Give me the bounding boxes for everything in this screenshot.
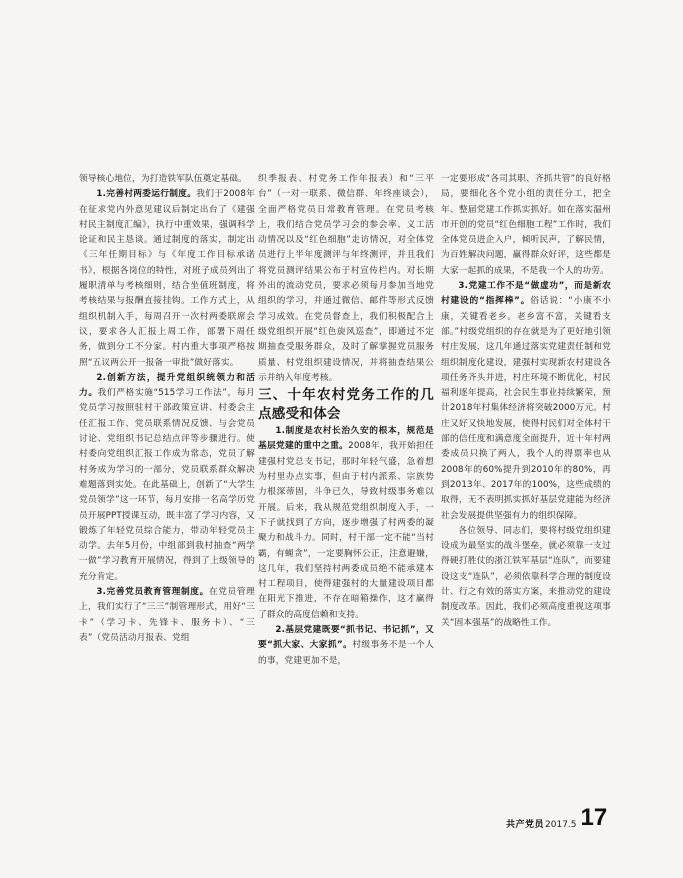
paragraph-text: 在党员管理上，我们实行了“三三”制管理形式，用好“三卡”（学习卡、先锋卡、服务卡）、“三表”（党员活动月报表、党组 [79, 587, 255, 643]
column-2 [258, 172, 434, 669]
section-title: 三、十年农村党务工作的几点感受和体会 [258, 387, 434, 423]
paragraph [441, 172, 611, 279]
paragraph [441, 279, 611, 524]
page-footer [506, 800, 626, 830]
paragraph [79, 585, 255, 646]
paragraph-heading: 2.创新方法，提升党组织统领力和活力。 [79, 372, 255, 399]
paragraph [258, 424, 434, 623]
column-1 [79, 172, 255, 646]
page-number: 17 [580, 804, 608, 831]
paragraph [79, 371, 255, 585]
paragraph [258, 623, 434, 669]
paragraph-heading: 3.党建工作不是“做虚功”，而是新农村建设的“指挥棒”。 [441, 281, 611, 307]
magazine-name: 共产党员 [506, 820, 545, 830]
paragraph-heading: 3.完善党员教育管理制度。 [96, 587, 209, 598]
column-3 [441, 172, 611, 631]
paragraph-text: 一定要形成“各司其职、齐抓共管”的良好格局，要细化各个党小组的责任分工，把全年、整届党建工作抓实抓好。如在落实温州市开创的党员“红色细胞工程”工作时，我们全体党员进企入户，倾听民声，了解民情，为百姓解决问题，赢得群众好评，这些都是大家一起抓的成果，不是我一个人的功劳。 [441, 174, 611, 276]
paragraph [441, 524, 611, 631]
paragraph-heading: 1.完善村两委运行制度。 [96, 189, 197, 200]
issue-date: 2017.5 [545, 820, 577, 830]
paragraph-heading: 1.制度是农村长治久安的根本，规范是基层党建的重中之重。 [258, 426, 434, 452]
paragraph [79, 187, 255, 371]
paragraph-text: 俗话说：“小康不小康，关键看老乡。老乡富不富，关键看支部。”村级党组织的存在就是为了更好地引领村庄发展，这几年通过落实党建责任制和党组织制度化建设，建强村实现新农村建设各项任务齐头并进，村庄环境不断优化，村民福利逐年提高，社会民生事业持续繁荣，预计2018年村集体经济将突破2000万元。村庄又好又快地发展，使得村民们对全体村干部的信任度和满意度全面提升，近十年村两委成员只换了两人，我个人的得票率也从2008年的60%提升到2010年的80%，再到2013年、2017年的100%，这些成绩的取得，无不表明抓实抓好基层党建能为经济社会发展提供坚强有力的组织保障。 [441, 296, 611, 521]
paragraph-text: 领导核心地位，为打造铁军队伍奠定基础。 [79, 174, 247, 184]
paragraph-heading: 2.基层党建既要“抓书记、书记抓”，又要“抓大家、大家抓”。 [258, 625, 434, 651]
paragraph [79, 172, 255, 187]
paragraph-text: 我们严格实施“515学习工作法”，每月党员学习按照驻村干部政策宣讲、村委会主任汇报工作、党员联系情况反馈、与会党员讨论、党组织书记总结点评等步骤进行。使村委向党组织汇报工作成为常态，党员了解村务成为学习的一部分，党员联系群众解决难题落到实处。在此基础上，创新了“大学生党员领学”这一环节，每月安排一名高学历党员开展PPT授课互动，既丰富了学习内容，又锻炼了年轻党员综合能力，带动年轻党员主动学。去年5月份，中组部到我村抽查“两学一做”学习教育开展情况，得到了上级领导的充分肯定。 [79, 388, 255, 582]
paragraph-text: 村级事务不是一个人的事，党建更加不是， [258, 640, 434, 666]
paragraph [258, 172, 434, 386]
paragraph-text: 我们于2008年在征求党内外意见建议后制定出台了《建强村民主制度汇编》，执行中重效果，强调科学论证和民主恳谈。通过制度的落实，制定出《三年任期目标》与《年度工作目标承诺书》，根据各岗位的特性，对班子成员列出了履职清单与考核细则，结合坐值班制度，将考核结果与报酬直接挂钩。工作方式上，从组织机制入手，每周召开一次村两委联席会议，要求各人汇报上周工作，部署下周任务，做到分工不分家。村内重大事项严格按照“五议两公开一报备一审批”做好落实。 [79, 189, 255, 368]
paragraph-text: 织季报表、村党务工作年报表）和“三平台”（一对一联系、微信群、年终座谈会），全面严格党员日常教育管理。在党员考核上，我们结合党员学习会的参会率、义工活动情况以及“红色细胞”走访情况，对全体党员进行上半年度测评与年终测评，并且我们将党员测评结果公布于村宣传栏内。对长期外出的流动党员，要求必须每月参加当地党组织的学习，并通过微信、邮件等形式反馈学习成效。在党员督查上，我们积极配合上级党组织开展“红色旋风巡查”，即通过不定期抽查受服务群众，及时了解掌握党员服务质量、村党组织建设情况，并将抽查结果公示并纳入年度考核。 [258, 174, 434, 383]
paragraph-text: 各位领导、同志们，要将村级党组织建设成为最坚实的战斗堡垒，就必须靠一支过得硬打胜仗的浙江铁军基层“连队”，而要建设这支“连队”，必须依靠科学合理的制度设计、行之有效的落实方案，来推动党的建设制度改革。因此，我们必须高度重视这项事关“固本强基”的战略性工作。 [441, 525, 611, 628]
paragraph-text: 2008年，我开始担任建强村党总支书记，那时年轻气盛，急着想为村里办点实事，但由于村内派系、宗族势力根深蒂固，斗争已久，导致村级事务难以开展。后来，我从规范党组织制度入手，一下子就找到了方向，逐步增强了村两委的凝聚力和战斗力。同时，村干部一定不能“当村霸，有蝇贪”，一定要胸怀公正，注意避嫌，这几年，我们坚持村两委成员绝不能承建本村工程项目，使得建强村的大量建设项目都在阳光下推进，不存在暗箱操作，这才赢得了群众的高度信赖和支持。 [258, 441, 434, 620]
